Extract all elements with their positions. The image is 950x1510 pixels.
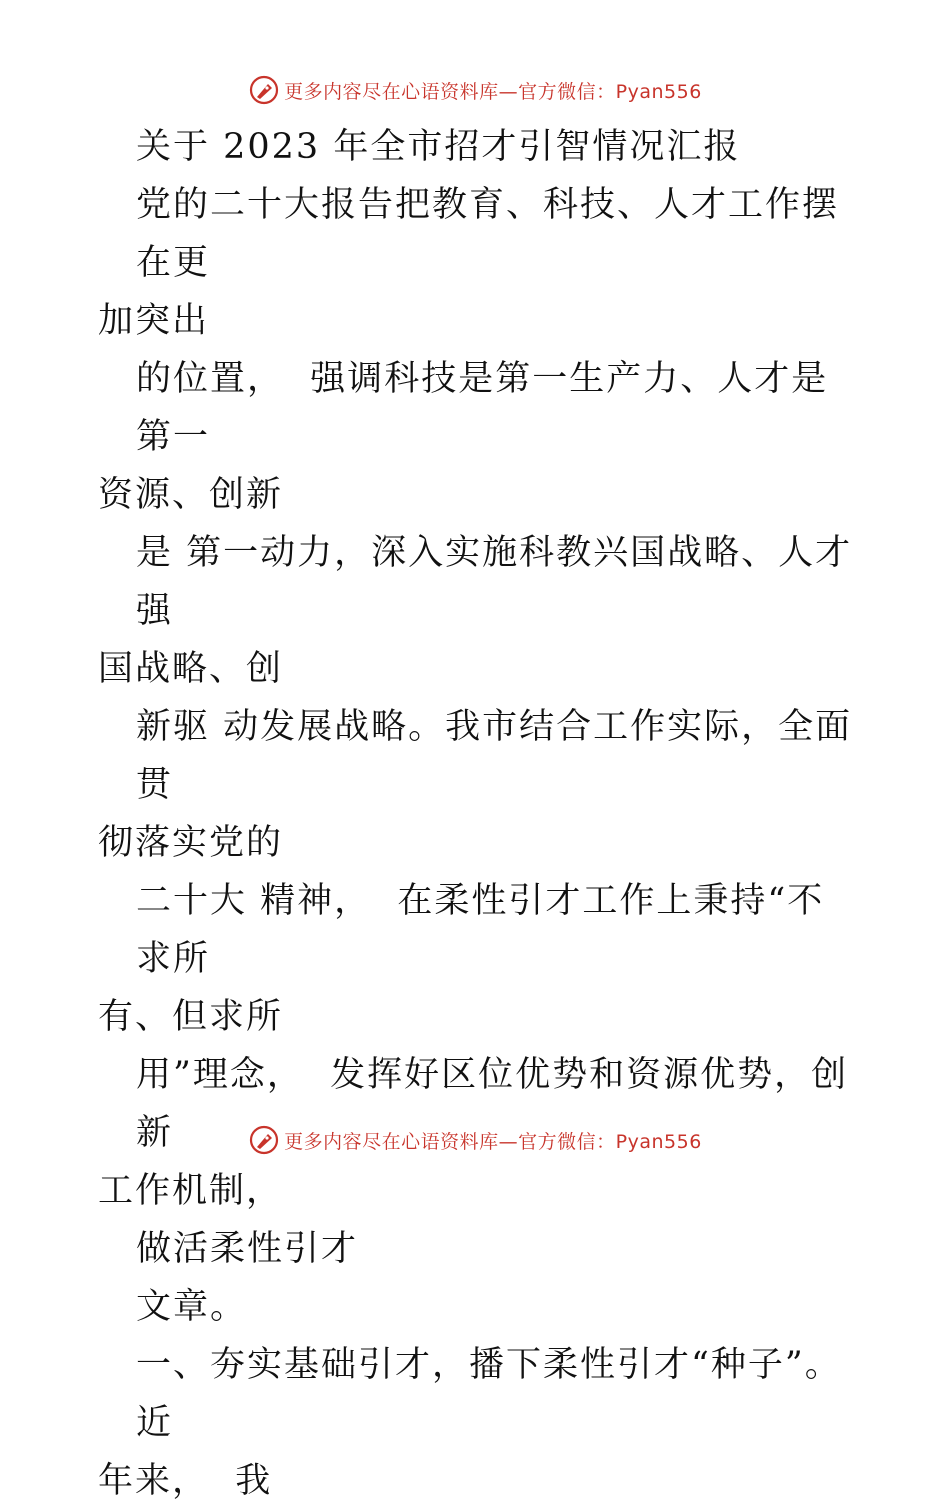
document-body [98,118,858,1510]
header-banner-text: 更多内容尽在心语资料库—官方微信：Pyan556 [284,80,702,103]
paragraph-line: 工作机制， [98,1171,284,1211]
paragraph-line: 加突出 [98,301,210,341]
paragraph-line: 二十大 精神， 在柔性引才工作上秉持“不求所 [136,881,825,979]
paragraph-line: 彻落实党的 [98,823,284,863]
paragraph-line: 一、夯实基础引才，播下柔性引才“种子”。近 [136,1345,842,1443]
paragraph-line: 是 第一动力，深入实施科教兴国战略、人才强 [136,533,853,631]
paragraph-line: 有、但求所 [98,997,284,1037]
document-title: 关于 2023 年全市招才引智情况汇报 [136,127,741,167]
pen-nib-logo-icon [248,74,280,106]
paragraph-line: 用”理念， 发挥好区位优势和资源优势，创新 [136,1055,849,1153]
paragraph-line: 文章。 [136,1287,248,1327]
paragraph-line: 新驱 动发展战略。我市结合工作实际，全面贯 [136,707,853,805]
header-banner [0,70,950,110]
paragraph-line: 做活柔性引才 [136,1229,359,1269]
pen-nib-logo-icon [248,1124,280,1156]
paragraph-line: 党的二十大报告把教育、科技、人才工作摆在更 [136,185,840,283]
paragraph-line: 资源、创新 [98,475,284,515]
footer-banner-text: 更多内容尽在心语资料库—官方微信：Pyan556 [284,1130,702,1153]
paragraph-line: 年来， 我 [98,1461,273,1501]
paragraph-line: 的位置， 强调科技是第一生产力、人才是第一 [136,359,829,457]
paragraph-line: 国战略、创 [98,649,284,689]
footer-banner [0,1120,950,1160]
